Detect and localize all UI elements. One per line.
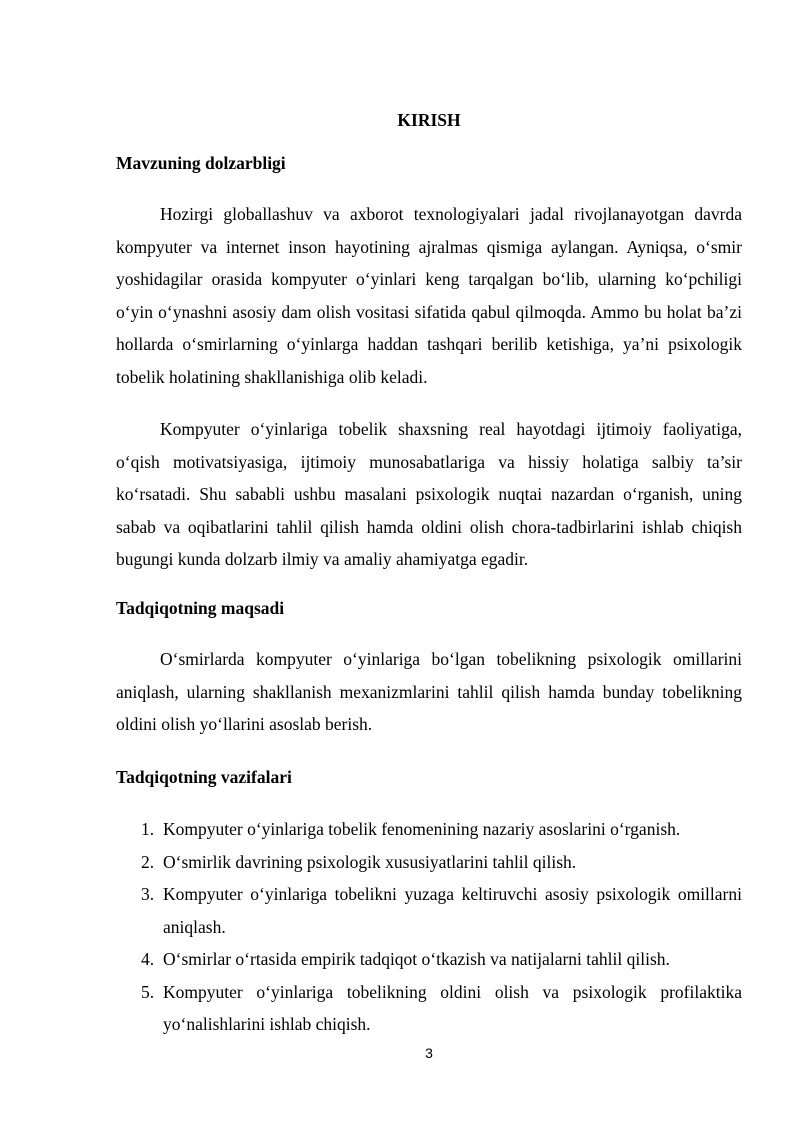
document-title: KIRISH [397, 110, 461, 130]
list-item [116, 976, 742, 1041]
list-item-number: 1. [141, 819, 155, 839]
list-item-text: Kompyuter o‘yinlariga tobelik fenomenining nazariy asoslarini o‘rganish. [163, 819, 681, 839]
relevance-paragraph-1: Hozirgi globallashuv va axborot texnologiyalari jadal rivojlanayotgan davrda kompyuter va internet inson hayotining ajralmas qismiga aylangan. Ayniqsa, o‘smir yoshidagilar orasida kompyuter o‘yinlari keng tarqalgan bo‘lib, ularning ko‘pchiligi o‘yin o‘ynashni asosiy dam olish vositasi sifatida qabul qilmoqda. Ammo bu holat ba’zi hollarda o‘smirlarning o‘yinlarga haddan tashqari berilib ketishiga, ya’ni psixologik tobelik holatining shakllanishiga olib keladi. [116, 204, 742, 387]
section-heading-tasks: Tadqiqotning vazifalari [116, 767, 292, 787]
document-page [116, 0, 742, 1131]
list-item-number: 5. [141, 981, 155, 1002]
list-item-number: 4. [141, 949, 155, 969]
list-item-number: 2. [141, 851, 155, 872]
relevance-paragraph-2: Kompyuter o‘yinlariga tobelik shaxsning real hayotdagi ijtimoiy faoliyatiga, o‘qish motivatsiyasiga, ijtimoiy munosabatlariga va hissiy holatiga salbiy ta’sir ko‘rsatadi. Shu sababli ushbu masalani psixologik nuqtai nazardan o‘rganish, uning sabab va oqibatlarini tahlil qilish hamda oldini olish chora-tadbirlarini ishlab chiqish bugungi kunda dolzarb ilmiy va amaliy ahamiyatga egadir. [116, 419, 742, 569]
goal-paragraph: O‘smirlarda kompyuter o‘yinlariga bo‘lgan tobelikning psixologik omillarini aniqlash, ularning shakllanish mexanizmlarini tahlil qilish hamda bunday tobelikning oldini olish yo‘llarini asoslab berish. [116, 649, 742, 734]
list-item [116, 813, 742, 846]
list-item-number: 3. [141, 884, 155, 904]
tasks-list [116, 813, 742, 1041]
list-item-text: O‘smirlik davrining psixologik xususiyatlarini tahlil qilish. [163, 851, 577, 872]
list-item [116, 846, 742, 879]
list-item [116, 878, 742, 943]
list-item-text: Kompyuter o‘yinlariga tobelikning oldini olish va psixologik profilaktika yo‘nalishlarini ishlab chiqish. [163, 981, 742, 1034]
page-number: 3 [425, 1045, 433, 1061]
section-heading-goal: Tadqiqotning maqsadi [116, 598, 285, 618]
section-heading-relevance: Mavzuning dolzarbligi [116, 153, 286, 173]
list-item-text: Kompyuter o‘yinlariga tobelikni yuzaga keltiruvchi asosiy psixologik omillarni aniqlash. [163, 884, 742, 937]
list-item [116, 943, 742, 976]
list-item-text: O‘smirlar o‘rtasida empirik tadqiqot o‘tkazish va natijalarni tahlil qilish. [163, 949, 670, 969]
